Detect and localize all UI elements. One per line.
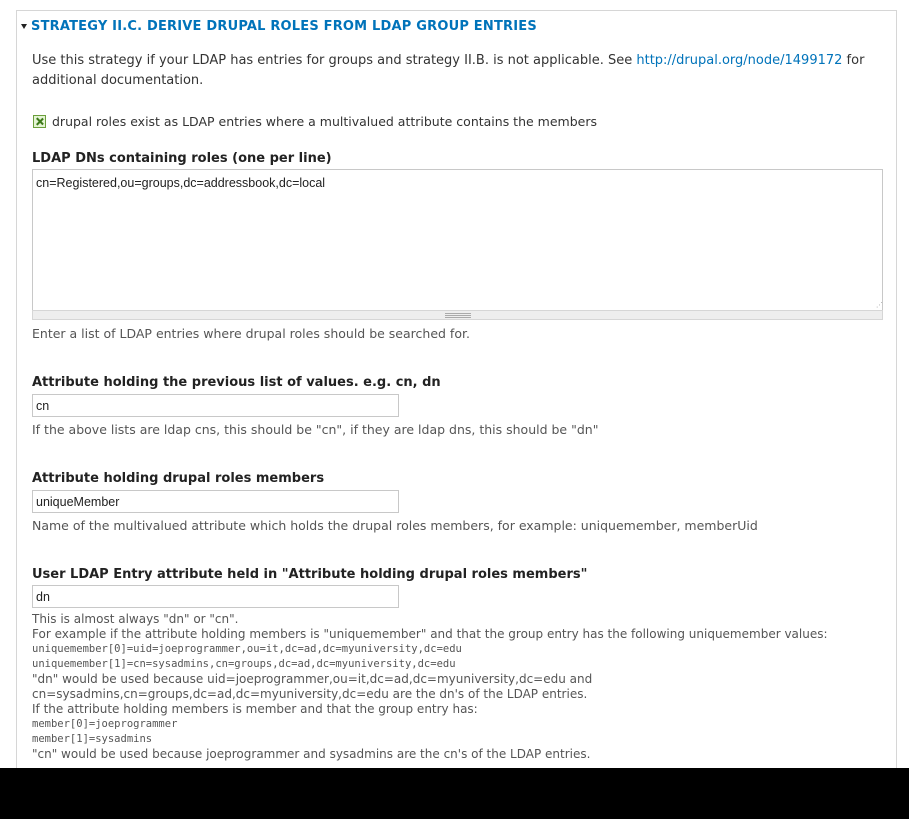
dns-field-description: Enter a list of LDAP entries where drupal roles should be searched for. [32, 326, 470, 341]
attr-prev-input[interactable]: cn [32, 394, 399, 417]
help-line: "cn" would be used because joeprogrammer and sysadmins are the cn's of the LDAP entries. [32, 747, 591, 761]
user-attr-help [32, 612, 872, 762]
help-line: For example if the attribute holding members is "uniquemember" and that the group entry has the following uniquemember values: [32, 627, 828, 641]
intro-text: Use this strategy if your LDAP has entries for groups and strategy II.B. is not applicable. See [32, 53, 637, 68]
roles-as-entries-checkbox-row[interactable] [33, 112, 597, 130]
attr-prev-description: If the above lists are ldap cns, this should be "cn", if they are ldap dns, this should be "dn" [32, 422, 599, 437]
user-attr-input[interactable]: dn [32, 585, 399, 608]
collapse-triangle-icon[interactable] [21, 24, 27, 29]
user-attr-label: User LDAP Entry attribute held in "Attribute holding drupal roles members" [32, 567, 588, 582]
dns-field-label: LDAP DNs containing roles (one per line) [32, 151, 332, 166]
roles-as-entries-checkbox-label[interactable]: drupal roles exist as LDAP entries where a multivalued attribute contains the members [52, 113, 597, 129]
help-code: uniquemember[0]=uid=joeprogrammer,ou=it,dc=ad,dc=myuniversity,dc=edu [32, 643, 462, 655]
attr-members-description: Name of the multivalued attribute which holds the drupal roles members, for example: uniquemember, memberUid [32, 518, 758, 533]
help-line: If the attribute holding members is member and that the group entry has: [32, 702, 478, 716]
bottom-black-bar [0, 768, 909, 819]
fieldset-legend[interactable] [21, 17, 537, 35]
help-line: This is almost always "dn" or "cn". [32, 612, 239, 626]
roles-as-entries-checkbox[interactable] [33, 115, 46, 128]
help-line: cn=sysadmins,cn=groups,dc=ad,dc=myuniversity,dc=edu are the dn's of the LDAP entries. [32, 687, 588, 701]
intro-tail: for additional documentation. [32, 53, 865, 88]
attr-prev-label: Attribute holding the previous list of values. e.g. cn, dn [32, 375, 441, 390]
textarea-resize-grip[interactable] [32, 310, 883, 320]
help-code: member[0]=joeprogrammer [32, 718, 178, 730]
dns-textarea[interactable]: cn=Registered,ou=groups,dc=addressbook,dc=local [32, 169, 883, 311]
documentation-link[interactable]: http://drupal.org/node/1499172 [636, 53, 843, 68]
grip-bars-icon [445, 313, 471, 318]
help-code: member[1]=sysadmins [32, 733, 153, 745]
fieldset-legend-link[interactable]: STRATEGY II.C. DERIVE DRUPAL ROLES FROM LDAP GROUP ENTRIES [31, 18, 537, 34]
attr-members-label: Attribute holding drupal roles members [32, 471, 325, 486]
help-line: "dn" would be used because uid=joeprogrammer,ou=it,dc=ad,dc=myuniversity,dc=edu and [32, 672, 593, 686]
attr-members-input[interactable]: uniqueMember [32, 490, 399, 513]
resize-corner-icon[interactable]: ⋰ [876, 301, 883, 309]
intro-paragraph [32, 51, 872, 91]
help-code: uniquemember[1]=cn=sysadmins,cn=groups,dc=ad,dc=myuniversity,dc=edu [32, 658, 456, 670]
